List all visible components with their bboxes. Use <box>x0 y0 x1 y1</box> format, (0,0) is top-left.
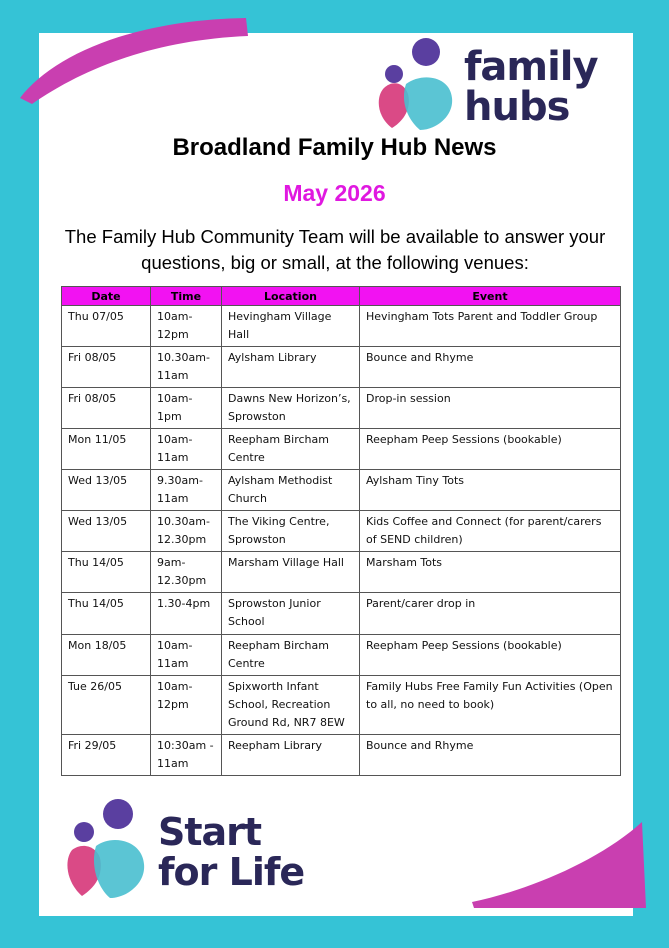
cell-date: Tue 26/05 <box>62 676 151 735</box>
newsletter-month: May 2026 <box>283 180 386 206</box>
cell-time: 10am-12pm <box>151 676 222 735</box>
header-date: Date <box>62 287 151 306</box>
cell-event: Marsham Tots <box>360 552 621 593</box>
cell-time: 10am-1pm <box>151 388 222 429</box>
table-header-row <box>62 287 621 306</box>
top-left-swoosh <box>14 14 254 104</box>
cell-event: Reepham Peep Sessions (bookable) <box>360 635 621 676</box>
cell-event: Kids Coffee and Connect (for parent/carers of SEND children) <box>360 511 621 552</box>
cell-date: Thu 14/05 <box>62 593 151 635</box>
cell-event: Parent/carer drop in <box>360 593 621 635</box>
cell-time: 10am-11am <box>151 429 222 470</box>
table-row <box>62 347 621 388</box>
cell-location: Reepham Bircham Centre <box>222 429 360 470</box>
cell-time: 10.30am-11am <box>151 347 222 388</box>
cell-date: Thu 14/05 <box>62 552 151 593</box>
cell-time: 1.30-4pm <box>151 593 222 635</box>
cell-event: Family Hubs Free Family Fun Activities (Open to all, no need to book) <box>360 676 621 735</box>
cell-location: The Viking Centre, Sprowston <box>222 511 360 552</box>
cell-date: Fri 08/05 <box>62 388 151 429</box>
table-row <box>62 306 621 347</box>
cell-date: Fri 08/05 <box>62 347 151 388</box>
table-row <box>62 388 621 429</box>
cell-time: 9am-12.30pm <box>151 552 222 593</box>
cell-location: Sprowston Junior School <box>222 593 360 635</box>
cell-event: Hevingham Tots Parent and Toddler Group <box>360 306 621 347</box>
cell-location: Reepham Library <box>222 735 360 776</box>
cell-location: Aylsham Methodist Church <box>222 470 360 511</box>
table-row <box>62 593 621 635</box>
bottom-right-swoosh <box>470 820 650 910</box>
cell-date: Wed 13/05 <box>62 511 151 552</box>
family-hubs-icon <box>372 36 462 136</box>
cell-time: 10am-12pm <box>151 306 222 347</box>
start-for-life-icon <box>64 796 150 906</box>
cell-time: 10am-11am <box>151 635 222 676</box>
cell-time: 10:30am - 11am <box>151 735 222 776</box>
header-location: Location <box>222 287 360 306</box>
cell-date: Wed 13/05 <box>62 470 151 511</box>
brand-word-family: family <box>464 44 598 90</box>
cell-date: Thu 07/05 <box>62 306 151 347</box>
cell-date: Mon 11/05 <box>62 429 151 470</box>
venues-table <box>61 286 621 776</box>
cell-event: Reepham Peep Sessions (bookable) <box>360 429 621 470</box>
table-row <box>62 429 621 470</box>
logo-word-for-life: for Life <box>158 850 305 894</box>
logo-word-start: Start <box>158 810 262 854</box>
cell-time: 9.30am-11am <box>151 470 222 511</box>
intro-text: The Family Hub Community Team will be available to answer your questions, big or small, at the following venues: <box>64 226 606 273</box>
cell-location: Dawns New Horizon’s, Sprowston <box>222 388 360 429</box>
table-row <box>62 735 621 776</box>
table-row <box>62 470 621 511</box>
brand-word-hubs: hubs <box>464 84 570 130</box>
table-row <box>62 552 621 593</box>
cell-event: Drop-in session <box>360 388 621 429</box>
cell-time: 10.30am-12.30pm <box>151 511 222 552</box>
family-hubs-logo <box>372 36 628 136</box>
cell-location: Hevingham Village Hall <box>222 306 360 347</box>
cell-location: Spixworth Infant School, Recreation Ground Rd, NR7 8EW <box>222 676 360 735</box>
cell-location: Reepham Bircham Centre <box>222 635 360 676</box>
cell-location: Marsham Village Hall <box>222 552 360 593</box>
cell-event: Bounce and Rhyme <box>360 347 621 388</box>
cell-date: Mon 18/05 <box>62 635 151 676</box>
start-for-life-logo <box>64 796 344 906</box>
table-row <box>62 676 621 735</box>
cell-date: Fri 29/05 <box>62 735 151 776</box>
header-time: Time <box>151 287 222 306</box>
table-row <box>62 635 621 676</box>
table-row <box>62 511 621 552</box>
header-event: Event <box>360 287 621 306</box>
newsletter-title: Broadland Family Hub News <box>172 134 497 161</box>
cell-event: Aylsham Tiny Tots <box>360 470 621 511</box>
cell-location: Aylsham Library <box>222 347 360 388</box>
cell-event: Bounce and Rhyme <box>360 735 621 776</box>
